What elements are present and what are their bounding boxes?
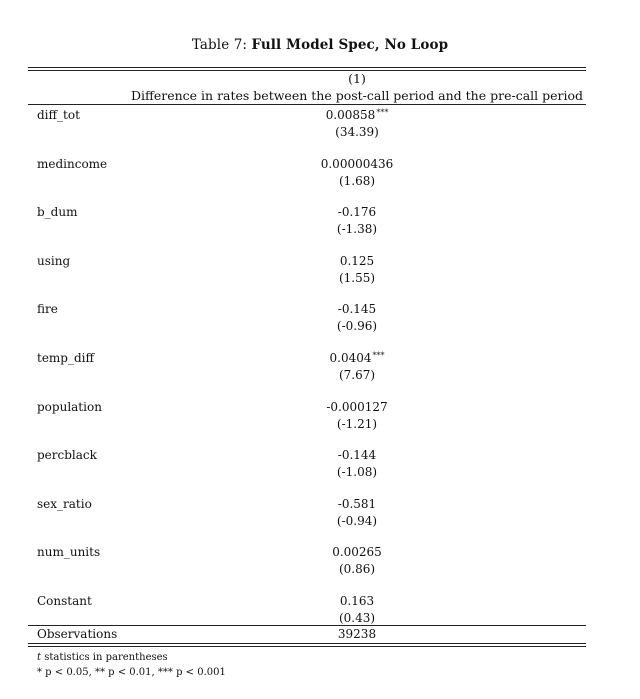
coefficient-value: 0.125 — [339, 254, 375, 268]
significance-stars: *** — [376, 108, 389, 117]
variable-name: sex_ratio — [37, 497, 92, 511]
variable-name: temp_diff — [37, 351, 95, 365]
coefficient-value: -0.000127 — [326, 400, 388, 414]
coefficient — [128, 254, 586, 268]
variable-name: using — [37, 254, 71, 268]
t-statistic: (34.39) — [335, 125, 379, 139]
coefficient-value: 0.163 — [339, 594, 375, 608]
note-sig-2: ** p < 0.01, — [94, 667, 155, 678]
column-number: (1) — [348, 71, 366, 86]
bottom-rule-1 — [28, 643, 586, 644]
t-statistic: (1.68) — [338, 174, 376, 188]
coefficient-value: 0.00858 — [325, 108, 376, 122]
observations-rule — [28, 625, 586, 626]
observations-value: 39238 — [337, 627, 377, 641]
note-sig-3: *** p < 0.001 — [157, 667, 226, 678]
column-header: Difference in rates between the post-call period and the pre-call period — [130, 88, 584, 103]
variable-name: num_units — [37, 545, 101, 559]
t-statistic: (-1.08) — [336, 465, 378, 479]
coefficient — [128, 497, 586, 511]
coefficient — [128, 351, 586, 365]
caption-label: Table 7: — [191, 37, 248, 53]
note-significance — [37, 667, 226, 678]
coefficient — [128, 205, 586, 219]
coefficient-value: -0.144 — [337, 448, 377, 462]
coefficient — [128, 157, 586, 171]
variable-name: population — [37, 400, 102, 414]
note-sig-1: * p < 0.05, — [37, 667, 92, 678]
t-statistic: (0.43) — [338, 611, 376, 625]
coefficient-value: -0.581 — [337, 497, 377, 511]
coefficient-value: 0.00000436 — [320, 157, 394, 171]
t-statistic: (-1.38) — [336, 222, 378, 236]
coefficient — [128, 108, 586, 122]
coefficient-value: -0.176 — [337, 205, 377, 219]
coefficient — [128, 594, 586, 608]
variable-name: medincome — [37, 157, 108, 171]
variable-name: diff_tot — [37, 108, 80, 122]
t-statistic: (7.67) — [338, 368, 376, 382]
variable-name: percblack — [37, 448, 97, 462]
coefficient — [128, 545, 586, 559]
coefficient — [128, 448, 586, 462]
coefficient-value: 0.00265 — [332, 545, 382, 559]
t-statistic: (0.86) — [338, 562, 376, 576]
t-statistic: (1.55) — [338, 271, 376, 285]
t-statistic: (-0.94) — [336, 514, 378, 528]
caption-title: Full Model Spec, No Loop — [251, 37, 449, 53]
coefficient — [128, 400, 586, 414]
variable-name: Constant — [37, 594, 92, 608]
coefficient-value: 0.0404 — [329, 351, 372, 365]
variable-name: b_dum — [37, 205, 78, 219]
t-statistic: (-0.96) — [336, 319, 378, 333]
t-statistic: (-1.21) — [336, 417, 378, 431]
note-t-symbol: t — [37, 652, 42, 663]
significance-stars: *** — [372, 351, 385, 360]
note-tstats — [37, 652, 168, 663]
variable-name: fire — [37, 302, 58, 316]
note-t-text: statistics in parentheses — [41, 652, 168, 663]
bottom-rule-2 — [28, 646, 586, 647]
observations-label: Observations — [37, 627, 118, 641]
coefficient-value: -0.145 — [337, 302, 377, 316]
coefficient — [128, 302, 586, 316]
